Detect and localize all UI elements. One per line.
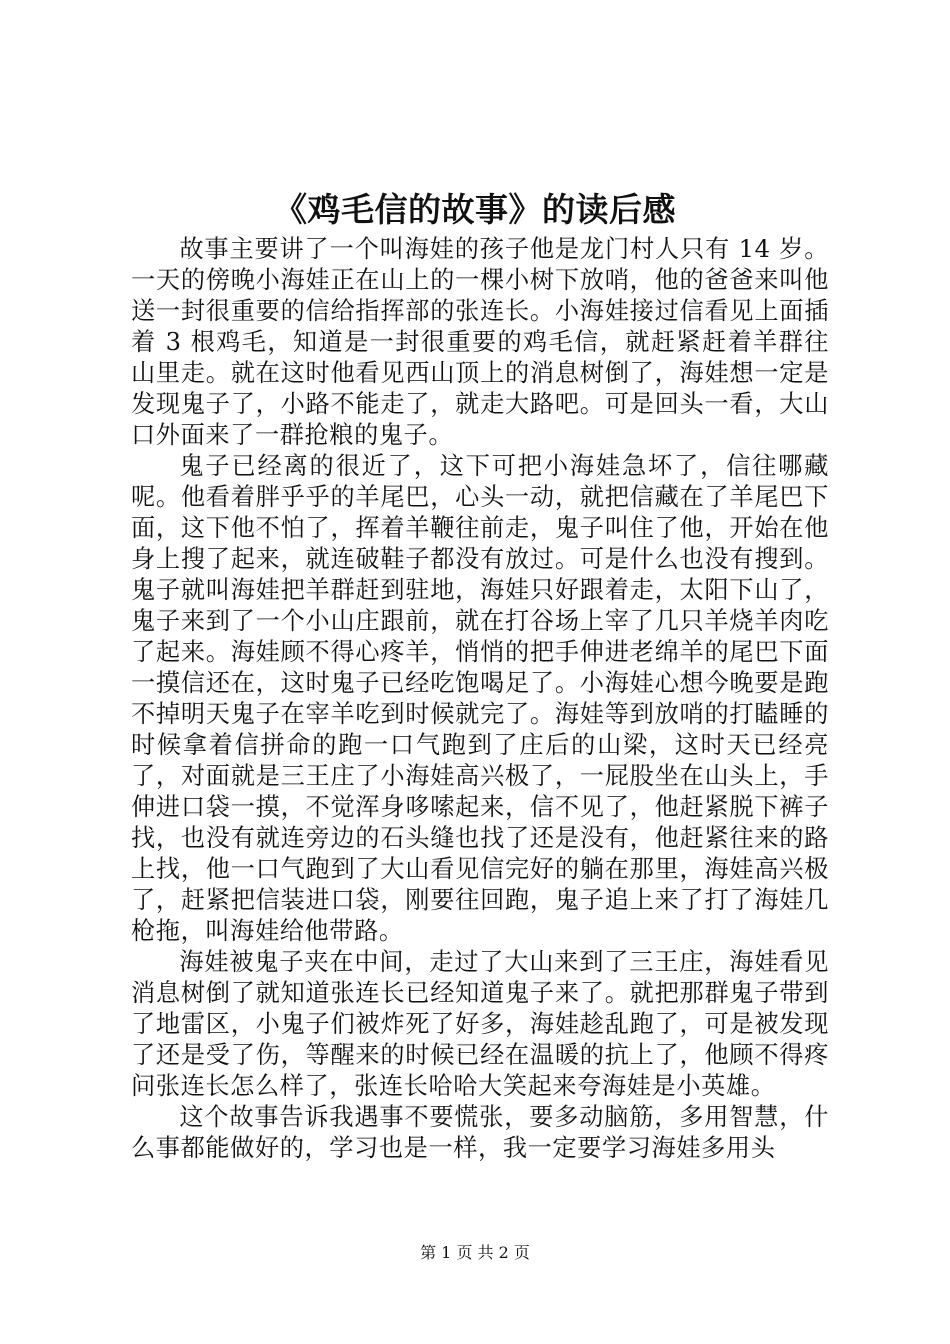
paragraph-3: 海娃被鬼子夹在中间，走过了大山来到了三王庄，海娃看见消息树倒了就知道张连长已经知道鬼子来了。就把那群鬼子带到了地雷区，小鬼子们被炸死了好多，海娃趁乱跑了，可是被发现了还是受了伤，等醒来的时候已经在温暖的抗上了，他顾不得疼问张连长怎么样了，张连长哈哈大笑起来夸海娃是小英雄。 bbox=[131, 948, 829, 1100]
paragraph-4: 这个故事告诉我遇事不要慌张，要多动脑筋，多用智慧，什么事都能做好的，学习也是一样，我一定要学习海娃多用头 bbox=[131, 1103, 829, 1162]
document-title: 《鸡毛信的故事》的读后感 bbox=[274, 190, 676, 229]
page-number-footer: 第 1 页 共 2 页 bbox=[420, 1243, 530, 1262]
document-body bbox=[131, 234, 829, 1164]
paragraph-1: 故事主要讲了一个叫海娃的孩子他是龙门村人只有 14 岁。一天的傍晚小海娃正在山上的一棵小树下放哨，他的爸爸来叫他送一封很重要的信给指挥部的张连长。小海娃接过信看见上面插着 3 根鸡毛，知道是一封很重要的鸡毛信，就赶紧赶着羊群往山里走。就在这时他看见西山顶上的消息树倒了，海娃想一定是发现鬼子了，小路不能走了，就走大路吧。可是回头一看，大山口外面来了一群抢粮的鬼子。 bbox=[131, 235, 829, 449]
paragraph-2: 鬼子已经离的很近了，这下可把小海娃急坏了，信往哪藏呢。他看着胖乎乎的羊尾巴，心头一动，就把信藏在了羊尾巴下面，这下他不怕了，挥着羊鞭往前走，鬼子叫住了他，开始在他身上搜了起来，就连破鞋子都没有放过。可是什么也没有搜到。鬼子就叫海娃把羊群赶到驻地，海娃只好跟着走，太阳下山了，鬼子来到了一个小山庄跟前，就在打谷场上宰了几只羊烧羊肉吃了起来。海娃顾不得心疼羊，悄悄的把手伸进老绵羊的尾巴下面一摸信还在，这时鬼子已经吃饱喝足了。小海娃心想今晚要是跑不掉明天鬼子在宰羊吃到时候就完了。海娃等到放哨的打瞌睡的时候拿着信拼命的跑一口气跑到了庄后的山梁，这时天已经亮了，对面就是三王庄了小海娃高兴极了，一屁股坐在山头上，手伸进口袋一摸，不觉浑身哆嗦起来，信不见了，他赶紧脱下裤子找，也没有就连旁边的石头缝也找了还是没有，他赶紧往来的路上找，他一口气跑到了大山看见信完好的躺在那里，海娃高兴极了，赶紧把信装进口袋，刚要往回跑，鬼子追上来了打了海娃几枪拖，叫海娃给他带路。 bbox=[131, 452, 829, 945]
